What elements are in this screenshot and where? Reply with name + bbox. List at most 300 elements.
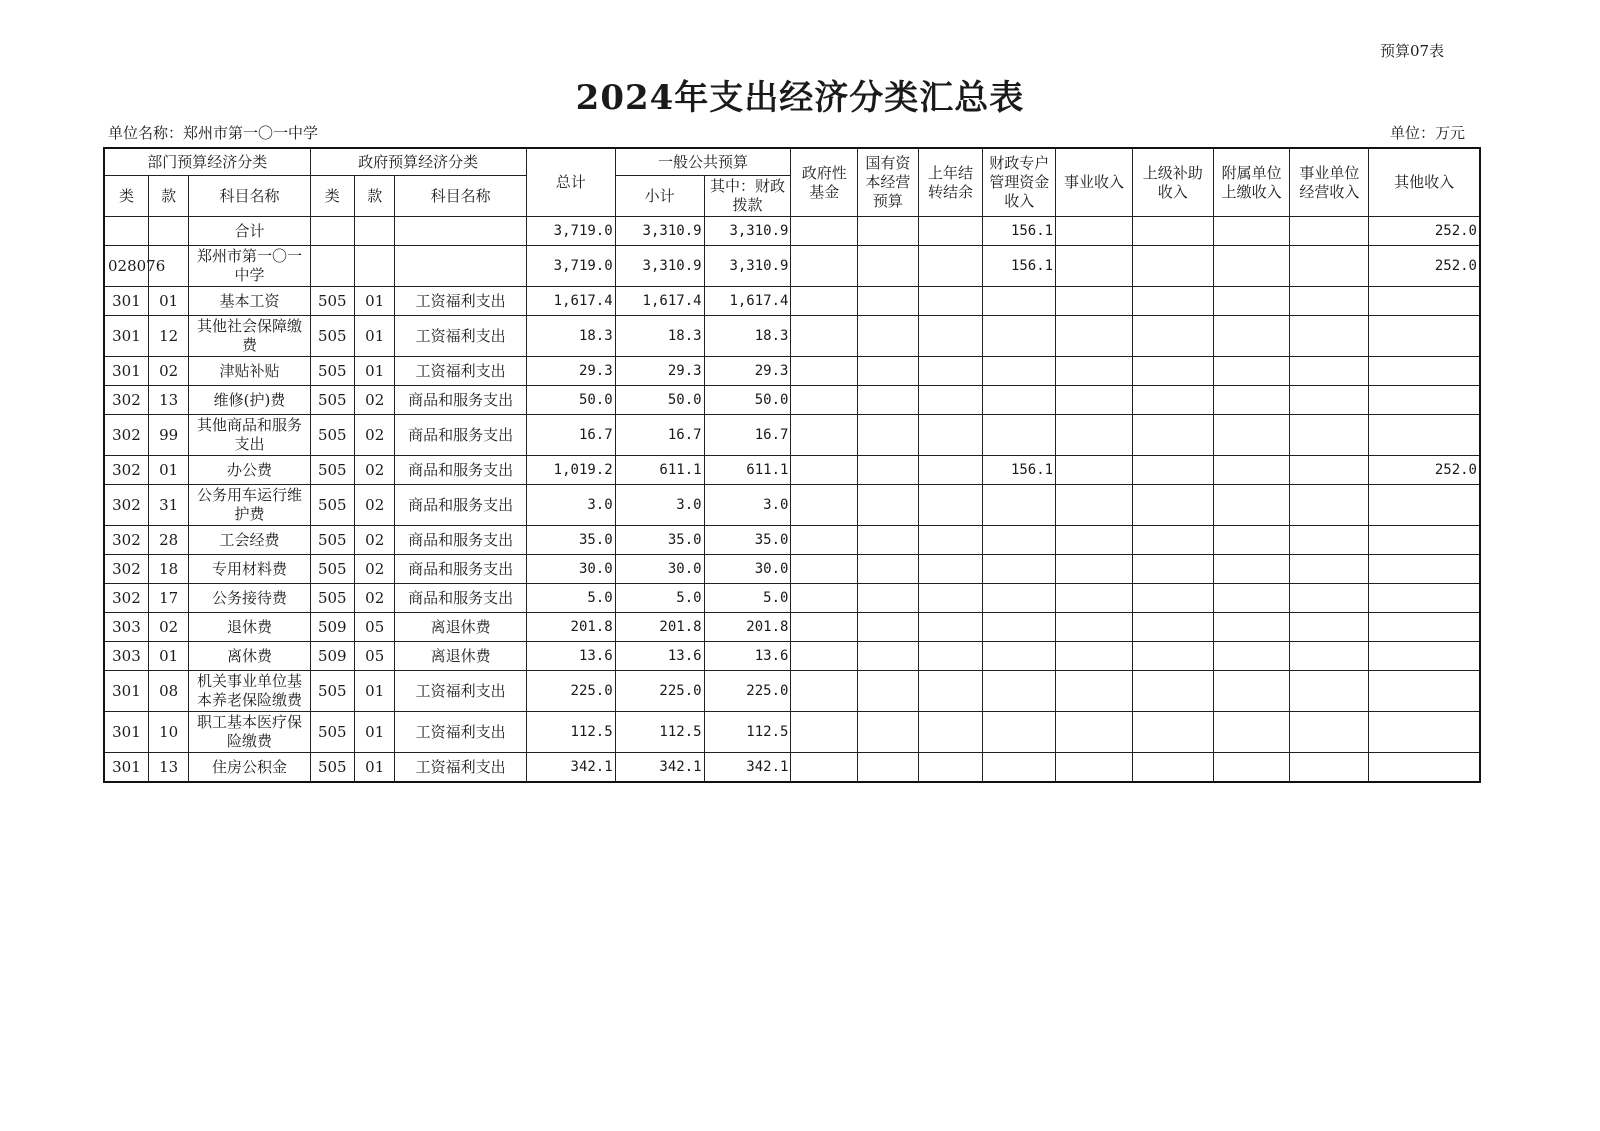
business-income-cell <box>1056 357 1133 386</box>
gov-lei-cell: 505 <box>310 753 354 783</box>
gov-fund-cell <box>791 357 858 386</box>
business-income-cell <box>1056 386 1133 415</box>
dept-kuan-cell: 31 <box>148 485 188 526</box>
gov-fund-cell <box>791 642 858 671</box>
subtotal-cell: 611.1 <box>615 456 704 485</box>
special-account-cell <box>983 555 1056 584</box>
superior-subsidy-cell <box>1132 555 1213 584</box>
total-cell: 342.1 <box>526 753 615 783</box>
gov-kuan-cell <box>355 217 395 246</box>
total-cell: 5.0 <box>526 584 615 613</box>
dept-kuan-cell: 18 <box>148 555 188 584</box>
superior-subsidy-cell <box>1132 526 1213 555</box>
business-income-cell <box>1056 555 1133 584</box>
gov-subject-cell: 离退休费 <box>395 642 526 671</box>
table-row <box>104 642 1480 671</box>
special-account-cell: 156.1 <box>983 456 1056 485</box>
dept-lei-cell: 301 <box>104 287 148 316</box>
business-income-cell <box>1056 287 1133 316</box>
special-account-cell <box>983 357 1056 386</box>
business-income-cell <box>1056 316 1133 357</box>
gov-kuan-cell: 02 <box>355 555 395 584</box>
special-account-cell <box>983 526 1056 555</box>
special-account-cell <box>983 485 1056 526</box>
business-income-cell <box>1056 671 1133 712</box>
gov-lei-cell: 505 <box>310 712 354 753</box>
gov-fund-cell <box>791 485 858 526</box>
total-cell: 35.0 <box>526 526 615 555</box>
table-row <box>104 415 1480 456</box>
dept-lei-cell: 301 <box>104 753 148 783</box>
business-income-cell <box>1056 753 1133 783</box>
carryover-cell <box>918 287 983 316</box>
superior-subsidy-cell <box>1132 357 1213 386</box>
gov-subject-cell: 商品和服务支出 <box>395 456 526 485</box>
superior-subsidy-cell <box>1132 613 1213 642</box>
other-cell <box>1369 415 1480 456</box>
gov-kuan-cell: 01 <box>355 287 395 316</box>
subtotal-cell: 3.0 <box>615 485 704 526</box>
business-income-cell <box>1056 415 1133 456</box>
gov-subject-cell: 商品和服务支出 <box>395 386 526 415</box>
carryover-cell <box>918 485 983 526</box>
operating-cell <box>1290 287 1369 316</box>
gov-lei-cell: 505 <box>310 316 354 357</box>
affiliated-cell <box>1213 642 1290 671</box>
total-cell: 112.5 <box>526 712 615 753</box>
state-capital-cell <box>858 613 919 642</box>
gov-kuan-cell: 01 <box>355 671 395 712</box>
gov-kuan-cell: 02 <box>355 584 395 613</box>
header-dept-subject: 科目名称 <box>189 176 310 217</box>
state-capital-cell <box>858 217 919 246</box>
header-general-budget: 一般公共预算 <box>615 148 791 176</box>
operating-cell <box>1290 456 1369 485</box>
header-superior-subsidy: 上级补助收入 <box>1132 148 1213 217</box>
fiscal-cell: 35.0 <box>704 526 791 555</box>
dept-kuan-cell: 01 <box>148 642 188 671</box>
operating-cell <box>1290 357 1369 386</box>
dept-kuan-cell: 13 <box>148 386 188 415</box>
dept-subject-cell: 其他商品和服务支出 <box>189 415 310 456</box>
dept-kuan-cell: 99 <box>148 415 188 456</box>
gov-kuan-cell: 02 <box>355 456 395 485</box>
dept-lei-cell: 301 <box>104 316 148 357</box>
affiliated-cell <box>1213 415 1290 456</box>
total-cell: 201.8 <box>526 613 615 642</box>
business-income-cell <box>1056 456 1133 485</box>
header-other: 其他收入 <box>1369 148 1480 217</box>
superior-subsidy-cell <box>1132 246 1213 287</box>
affiliated-cell <box>1213 584 1290 613</box>
state-capital-cell <box>858 555 919 584</box>
carryover-cell <box>918 357 983 386</box>
affiliated-cell <box>1213 217 1290 246</box>
subtotal-cell: 342.1 <box>615 753 704 783</box>
dept-subject-cell: 公务接待费 <box>189 584 310 613</box>
dept-subject-cell: 专用材料费 <box>189 555 310 584</box>
fiscal-cell: 30.0 <box>704 555 791 584</box>
header-special-account: 财政专户管理资金收入 <box>983 148 1056 217</box>
superior-subsidy-cell <box>1132 287 1213 316</box>
dept-lei-cell: 301 <box>104 712 148 753</box>
carryover-cell <box>918 671 983 712</box>
gov-kuan-cell: 02 <box>355 485 395 526</box>
carryover-cell <box>918 217 983 246</box>
operating-cell <box>1290 671 1369 712</box>
gov-subject-cell: 工资福利支出 <box>395 712 526 753</box>
dept-subject-cell: 基本工资 <box>189 287 310 316</box>
other-cell <box>1369 671 1480 712</box>
superior-subsidy-cell <box>1132 712 1213 753</box>
carryover-cell <box>918 555 983 584</box>
subtotal-cell: 29.3 <box>615 357 704 386</box>
carryover-cell <box>918 712 983 753</box>
table-row <box>104 386 1480 415</box>
gov-fund-cell <box>791 753 858 783</box>
special-account-cell <box>983 753 1056 783</box>
subtotal-cell: 35.0 <box>615 526 704 555</box>
state-capital-cell <box>858 456 919 485</box>
dept-kuan-cell: 02 <box>148 613 188 642</box>
operating-cell <box>1290 526 1369 555</box>
state-capital-cell <box>858 287 919 316</box>
business-income-cell <box>1056 584 1133 613</box>
carryover-cell <box>918 246 983 287</box>
subtotal-cell: 18.3 <box>615 316 704 357</box>
special-account-cell <box>983 613 1056 642</box>
gov-kuan-cell: 01 <box>355 357 395 386</box>
expenditure-table <box>103 147 1481 783</box>
total-cell: 30.0 <box>526 555 615 584</box>
fiscal-cell: 18.3 <box>704 316 791 357</box>
table-row <box>104 287 1480 316</box>
dept-subject-cell: 公务用车运行维护费 <box>189 485 310 526</box>
operating-cell <box>1290 753 1369 783</box>
fiscal-cell: 1,617.4 <box>704 287 791 316</box>
dept-subject-cell: 机关事业单位基本养老保险缴费 <box>189 671 310 712</box>
gov-subject-cell: 工资福利支出 <box>395 316 526 357</box>
gov-lei-cell: 509 <box>310 613 354 642</box>
superior-subsidy-cell <box>1132 415 1213 456</box>
fiscal-cell: 611.1 <box>704 456 791 485</box>
table-row <box>104 613 1480 642</box>
gov-subject-cell: 商品和服务支出 <box>395 555 526 584</box>
page-title: 2024年支出经济分类汇总表 <box>575 78 1025 118</box>
table-row <box>104 357 1480 386</box>
affiliated-cell <box>1213 316 1290 357</box>
dept-lei-cell: 302 <box>104 386 148 415</box>
other-cell <box>1369 386 1480 415</box>
gov-subject-cell: 工资福利支出 <box>395 357 526 386</box>
dept-lei-cell: 302 <box>104 584 148 613</box>
dept-subject-cell: 合计 <box>189 217 310 246</box>
other-cell <box>1369 357 1480 386</box>
carryover-cell <box>918 613 983 642</box>
dept-subject-cell: 维修(护)费 <box>189 386 310 415</box>
carryover-cell <box>918 386 983 415</box>
state-capital-cell <box>858 386 919 415</box>
other-cell <box>1369 555 1480 584</box>
superior-subsidy-cell <box>1132 386 1213 415</box>
gov-fund-cell <box>791 712 858 753</box>
state-capital-cell <box>858 357 919 386</box>
state-capital-cell <box>858 712 919 753</box>
header-subtotal: 小计 <box>615 176 704 217</box>
gov-fund-cell <box>791 555 858 584</box>
special-account-cell <box>983 712 1056 753</box>
special-account-cell <box>983 671 1056 712</box>
header-operating: 事业单位经营收入 <box>1290 148 1369 217</box>
total-cell: 3,719.0 <box>526 246 615 287</box>
gov-subject-cell <box>395 217 526 246</box>
business-income-cell <box>1056 642 1133 671</box>
gov-fund-cell <box>791 316 858 357</box>
other-cell: 252.0 <box>1369 246 1480 287</box>
gov-fund-cell <box>791 584 858 613</box>
special-account-cell <box>983 316 1056 357</box>
dept-lei-cell: 301 <box>104 357 148 386</box>
dept-kuan-cell: 02 <box>148 357 188 386</box>
gov-subject-cell: 商品和服务支出 <box>395 584 526 613</box>
fiscal-cell: 50.0 <box>704 386 791 415</box>
state-capital-cell <box>858 246 919 287</box>
carryover-cell <box>918 415 983 456</box>
business-income-cell <box>1056 613 1133 642</box>
gov-lei-cell: 505 <box>310 671 354 712</box>
state-capital-cell <box>858 485 919 526</box>
superior-subsidy-cell <box>1132 316 1213 357</box>
gov-subject-cell: 离退休费 <box>395 613 526 642</box>
fiscal-cell: 3.0 <box>704 485 791 526</box>
carryover-cell <box>918 642 983 671</box>
dept-kuan-cell: 17 <box>148 584 188 613</box>
dept-subject-cell: 其他社会保障缴费 <box>189 316 310 357</box>
header-fiscal: 其中：财政拨款 <box>704 176 791 217</box>
header-state-capital: 国有资本经营预算 <box>858 148 919 217</box>
gov-lei-cell <box>310 217 354 246</box>
total-cell: 50.0 <box>526 386 615 415</box>
other-cell: 252.0 <box>1369 217 1480 246</box>
dept-subject-cell: 郑州市第一〇一中学 <box>189 246 310 287</box>
superior-subsidy-cell <box>1132 642 1213 671</box>
carryover-cell <box>918 526 983 555</box>
business-income-cell <box>1056 217 1133 246</box>
fiscal-cell: 29.3 <box>704 357 791 386</box>
superior-subsidy-cell <box>1132 217 1213 246</box>
operating-cell <box>1290 415 1369 456</box>
gov-fund-cell <box>791 671 858 712</box>
operating-cell <box>1290 386 1369 415</box>
dept-subject-cell: 工会经费 <box>189 526 310 555</box>
gov-lei-cell <box>310 246 354 287</box>
subtotal-cell: 3,310.9 <box>615 246 704 287</box>
superior-subsidy-cell <box>1132 753 1213 783</box>
dept-kuan-cell: 08 <box>148 671 188 712</box>
subtotal-cell: 3,310.9 <box>615 217 704 246</box>
affiliated-cell <box>1213 526 1290 555</box>
header-total: 总计 <box>526 148 615 217</box>
header-gov-kuan: 款 <box>355 176 395 217</box>
total-cell: 225.0 <box>526 671 615 712</box>
header-gov-fund: 政府性基金 <box>791 148 858 217</box>
special-account-cell <box>983 287 1056 316</box>
other-cell <box>1369 485 1480 526</box>
carryover-cell <box>918 316 983 357</box>
table-row <box>104 671 1480 712</box>
business-income-cell <box>1056 526 1133 555</box>
table-row <box>104 485 1480 526</box>
table-row <box>104 246 1480 287</box>
carryover-cell <box>918 456 983 485</box>
affiliated-cell <box>1213 671 1290 712</box>
subtotal-cell: 50.0 <box>615 386 704 415</box>
total-cell: 29.3 <box>526 357 615 386</box>
superior-subsidy-cell <box>1132 456 1213 485</box>
total-cell: 13.6 <box>526 642 615 671</box>
total-cell: 18.3 <box>526 316 615 357</box>
special-account-cell <box>983 386 1056 415</box>
operating-cell <box>1290 642 1369 671</box>
total-cell: 16.7 <box>526 415 615 456</box>
table-row <box>104 555 1480 584</box>
special-account-cell: 156.1 <box>983 217 1056 246</box>
gov-fund-cell <box>791 246 858 287</box>
dept-lei-cell: 303 <box>104 613 148 642</box>
gov-lei-cell: 505 <box>310 526 354 555</box>
gov-subject-cell: 工资福利支出 <box>395 671 526 712</box>
gov-kuan-cell <box>355 246 395 287</box>
dept-lei-cell: 302 <box>104 485 148 526</box>
other-cell <box>1369 526 1480 555</box>
fiscal-cell: 112.5 <box>704 712 791 753</box>
dept-lei-cell: 302 <box>104 526 148 555</box>
dept-subject-cell: 职工基本医疗保险缴费 <box>189 712 310 753</box>
superior-subsidy-cell <box>1132 485 1213 526</box>
dept-subject-cell: 退休费 <box>189 613 310 642</box>
affiliated-cell <box>1213 456 1290 485</box>
fiscal-cell: 3,310.9 <box>704 246 791 287</box>
superior-subsidy-cell <box>1132 671 1213 712</box>
gov-lei-cell: 505 <box>310 357 354 386</box>
operating-cell <box>1290 316 1369 357</box>
operating-cell <box>1290 246 1369 287</box>
carryover-cell <box>918 753 983 783</box>
table-row <box>104 316 1480 357</box>
header-dept-lei: 类 <box>104 176 148 217</box>
total-cell: 3.0 <box>526 485 615 526</box>
gov-kuan-cell: 05 <box>355 613 395 642</box>
dept-kuan-cell: 12 <box>148 316 188 357</box>
operating-cell <box>1290 217 1369 246</box>
dept-kuan-cell: 10 <box>148 712 188 753</box>
dept-subject-cell: 离休费 <box>189 642 310 671</box>
gov-lei-cell: 505 <box>310 485 354 526</box>
gov-fund-cell <box>791 217 858 246</box>
gov-lei-cell: 505 <box>310 555 354 584</box>
affiliated-cell <box>1213 753 1290 783</box>
currency-unit-label: 单位：万元 <box>1390 124 1466 142</box>
fiscal-cell: 16.7 <box>704 415 791 456</box>
gov-kuan-cell: 02 <box>355 415 395 456</box>
dept-kuan-cell: 01 <box>148 456 188 485</box>
gov-subject-cell <box>395 246 526 287</box>
gov-fund-cell <box>791 415 858 456</box>
fiscal-cell: 225.0 <box>704 671 791 712</box>
other-cell <box>1369 712 1480 753</box>
table-row <box>104 584 1480 613</box>
affiliated-cell <box>1213 357 1290 386</box>
subtotal-cell: 112.5 <box>615 712 704 753</box>
table-row <box>104 712 1480 753</box>
operating-cell <box>1290 613 1369 642</box>
dept-lei-cell: 302 <box>104 415 148 456</box>
dept-lei-cell <box>104 217 148 246</box>
fiscal-cell: 201.8 <box>704 613 791 642</box>
other-cell: 252.0 <box>1369 456 1480 485</box>
business-income-cell <box>1056 485 1133 526</box>
header-business-income: 事业收入 <box>1056 148 1133 217</box>
gov-kuan-cell: 01 <box>355 712 395 753</box>
affiliated-cell <box>1213 485 1290 526</box>
gov-fund-cell <box>791 526 858 555</box>
subtotal-cell: 1,617.4 <box>615 287 704 316</box>
gov-lei-cell: 505 <box>310 287 354 316</box>
dept-kuan-cell: 01 <box>148 287 188 316</box>
other-cell <box>1369 753 1480 783</box>
other-cell <box>1369 642 1480 671</box>
subtotal-cell: 16.7 <box>615 415 704 456</box>
special-account-cell: 156.1 <box>983 246 1056 287</box>
affiliated-cell <box>1213 386 1290 415</box>
operating-cell <box>1290 712 1369 753</box>
gov-subject-cell: 工资福利支出 <box>395 753 526 783</box>
dept-subject-cell: 办公费 <box>189 456 310 485</box>
state-capital-cell <box>858 642 919 671</box>
gov-lei-cell: 505 <box>310 415 354 456</box>
gov-lei-cell: 505 <box>310 456 354 485</box>
table-row <box>104 217 1480 246</box>
operating-cell <box>1290 555 1369 584</box>
gov-fund-cell <box>791 456 858 485</box>
dept-lei-cell: 301 <box>104 671 148 712</box>
table-row <box>104 753 1480 783</box>
gov-kuan-cell: 02 <box>355 526 395 555</box>
operating-cell <box>1290 584 1369 613</box>
fiscal-cell: 13.6 <box>704 642 791 671</box>
table-row <box>104 526 1480 555</box>
subtotal-cell: 30.0 <box>615 555 704 584</box>
state-capital-cell <box>858 584 919 613</box>
table-row <box>104 456 1480 485</box>
dept-kuan-cell <box>148 217 188 246</box>
operating-cell <box>1290 485 1369 526</box>
header-gov-lei: 类 <box>310 176 354 217</box>
gov-kuan-cell: 02 <box>355 386 395 415</box>
state-capital-cell <box>858 671 919 712</box>
other-cell <box>1369 584 1480 613</box>
gov-fund-cell <box>791 287 858 316</box>
fiscal-cell: 342.1 <box>704 753 791 783</box>
subtotal-cell: 201.8 <box>615 613 704 642</box>
subtotal-cell: 13.6 <box>615 642 704 671</box>
carryover-cell <box>918 584 983 613</box>
affiliated-cell <box>1213 287 1290 316</box>
header-affiliated: 附属单位上缴收入 <box>1213 148 1290 217</box>
header-dept-kuan: 款 <box>148 176 188 217</box>
special-account-cell <box>983 642 1056 671</box>
other-cell <box>1369 287 1480 316</box>
